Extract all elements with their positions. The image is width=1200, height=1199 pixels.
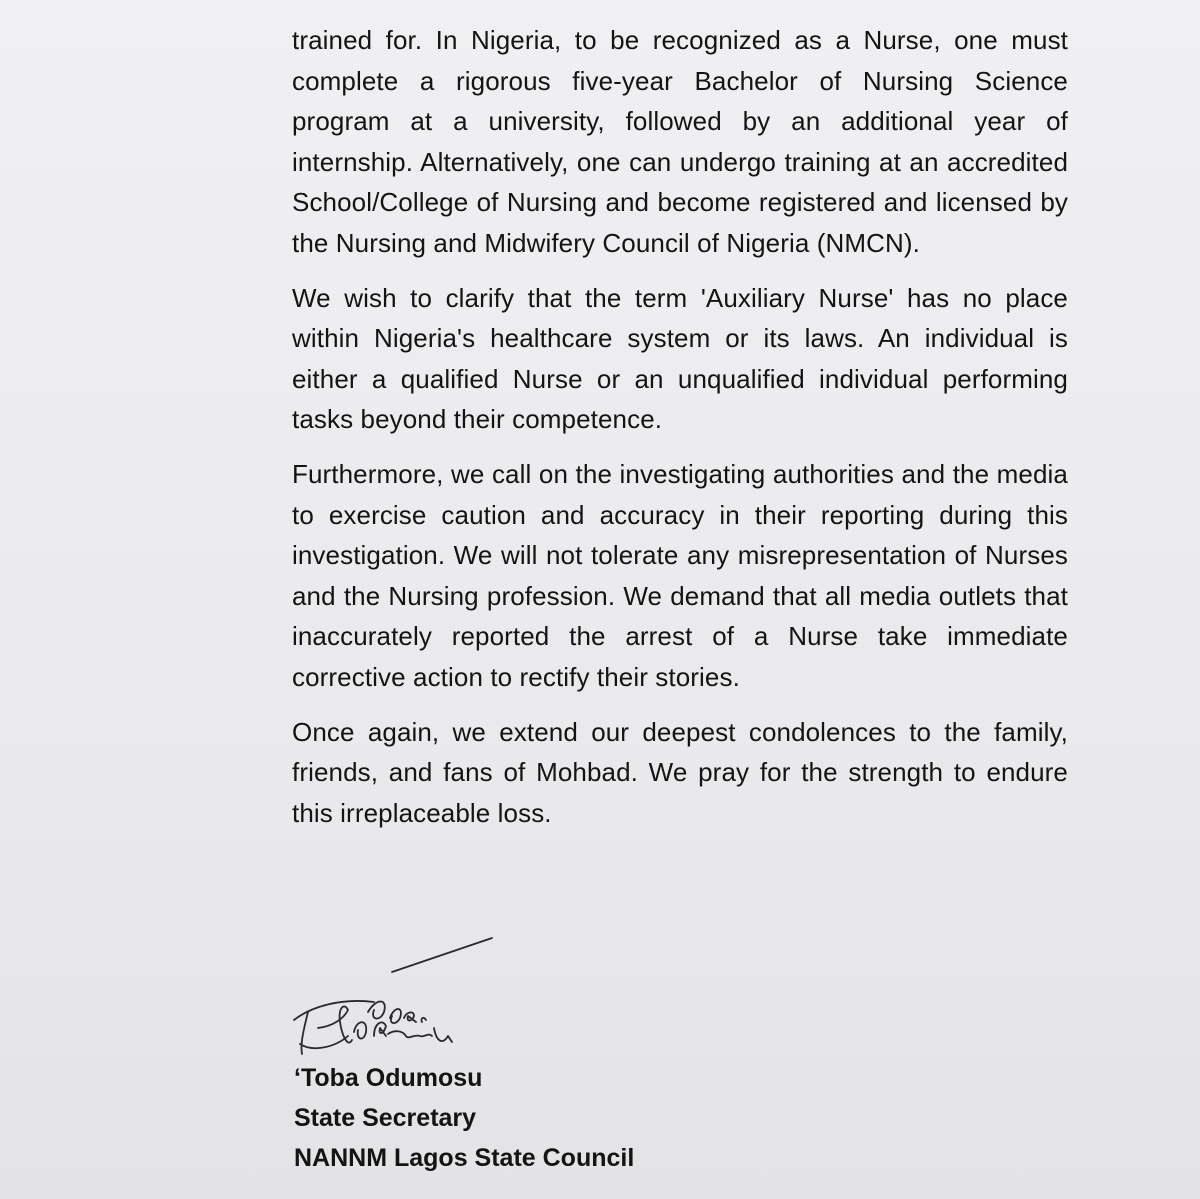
signatory-name: ‘Toba Odumosu: [294, 1064, 483, 1092]
paragraph-auxiliary-nurse: We wish to clarify that the term 'Auxiliary Nurse' has no place within Nigeria's healthcare system or its laws. An individual is either a qualified Nurse or an unqualified individual performing tasks beyond their competence.: [292, 282, 1068, 435]
letter-body: [292, 20, 1068, 847]
signatory-organization: NANNM Lagos State Council: [294, 1144, 635, 1172]
paragraph-media-caution: Furthermore, we call on the investigating authorities and the media to exercise caution and accuracy in their reporting during this investigation. We will not tolerate any misrepresentation of Nurses and the Nursing profession. We demand that all media outlets that inaccurately reported the arrest of a Nurse take immediate corrective action to rectify their stories.: [292, 458, 1068, 692]
signatory-title: State Secretary: [294, 1104, 477, 1132]
paragraph-condolences: Once again, we extend our deepest condolences to the family, friends, and fans of Mohbad. We pray for the strength to endure this irreplaceable loss.: [292, 716, 1068, 828]
paragraph-training: trained for. In Nigeria, to be recognized as a Nurse, one must complete a rigorous five-year Bachelor of Nursing Science program at a university, followed by an additional year of internship. Alternatively, one can undergo training at an accredited School/College of Nursing and become registered and licensed by the Nursing and Midwifery Council of Nigeria (NMCN).: [292, 25, 1068, 258]
handwritten-signature: [282, 932, 512, 1067]
signature-block: [294, 1058, 634, 1178]
